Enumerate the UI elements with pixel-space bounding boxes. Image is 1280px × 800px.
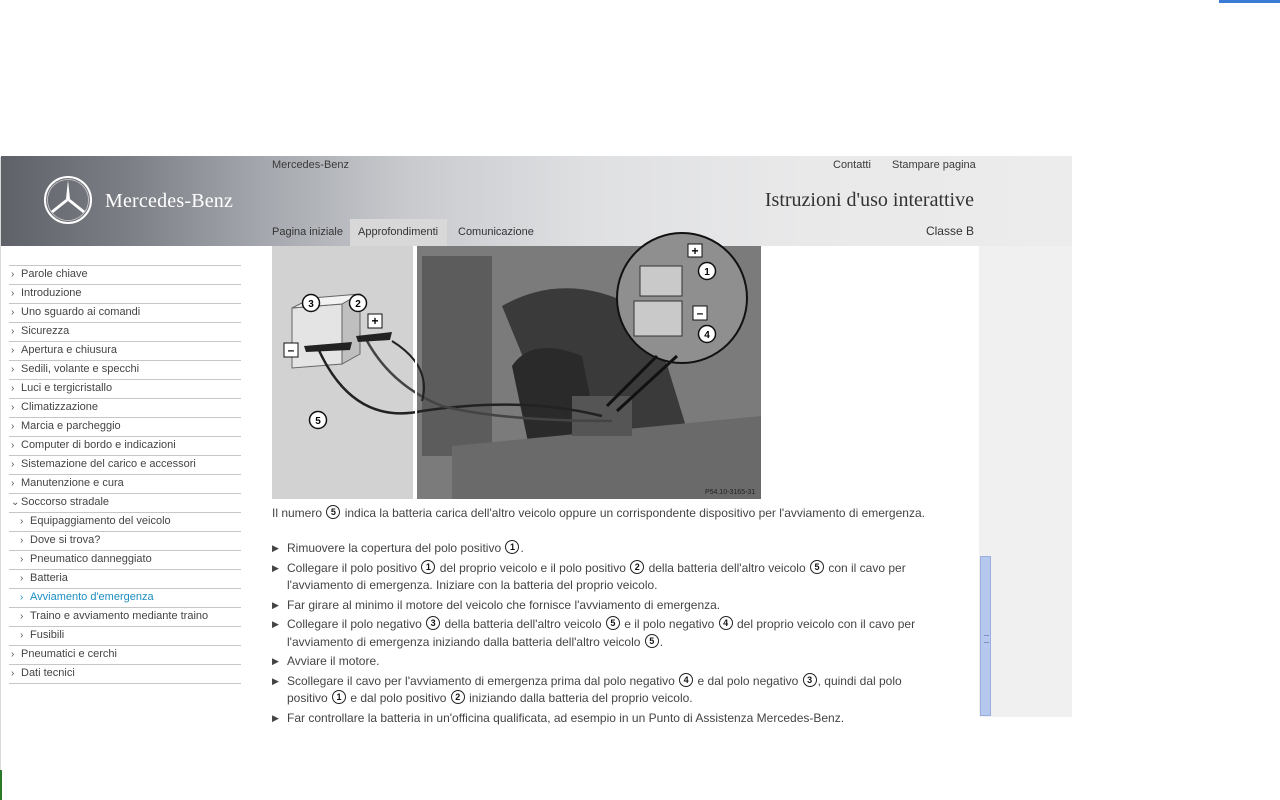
plus-sign-label xyxy=(368,314,382,328)
bullet-triangle-icon: ▶ xyxy=(272,543,279,553)
chevron-right-icon: › xyxy=(11,649,15,660)
callout-number-badge: 4 xyxy=(719,616,733,630)
svg-text:–: – xyxy=(696,306,704,320)
svg-text:3: 3 xyxy=(308,299,314,310)
chevron-right-icon: › xyxy=(11,459,15,470)
sidebar-subitem-pneumatico-danneggiato[interactable]: › Pneumatico danneggiato xyxy=(9,551,241,570)
callout-number-badge: 2 xyxy=(451,690,465,704)
callout-number-badge: 1 xyxy=(332,690,346,704)
minus-sign-label-zoom xyxy=(693,306,707,320)
bullet-triangle-icon: ▶ xyxy=(272,712,279,723)
callout-number-badge: 5 xyxy=(606,616,620,630)
bullet-triangle-icon: ▶ xyxy=(272,619,279,629)
callout-number-badge: 2 xyxy=(630,560,644,574)
callout-number-badge: 1 xyxy=(421,560,435,574)
chevron-right-icon: › xyxy=(11,345,15,356)
svg-text:2: 2 xyxy=(355,299,361,310)
brand-name[interactable]: Mercedes-Benz xyxy=(105,190,234,212)
chevron-right-icon: › xyxy=(11,421,15,432)
chevron-right-icon: › xyxy=(20,554,24,565)
callout-number-badge: 1 xyxy=(505,540,519,554)
mercedes-star-logo-icon[interactable] xyxy=(43,175,93,225)
chevron-right-icon: › xyxy=(20,592,24,603)
bullet-triangle-icon: ▶ xyxy=(272,599,279,610)
chevron-right-icon: › xyxy=(11,440,15,451)
sidebar-subitem-avviamento-emergenza[interactable]: › Avviamento d'emergenza xyxy=(9,589,241,608)
chevron-right-icon: › xyxy=(11,383,15,394)
sidebar-item-dati-tecnici[interactable]: › Dati tecnici xyxy=(9,665,241,684)
callout-4 xyxy=(699,326,716,343)
sidebar xyxy=(1,246,246,717)
sidebar-item-manutenzione-e-cura[interactable]: › Manutenzione e cura xyxy=(9,475,241,494)
content-scrollbar[interactable] xyxy=(979,246,993,717)
sidebar-item-apertura-e-chiusura[interactable]: › Apertura e chiusura xyxy=(9,342,241,361)
svg-text:4: 4 xyxy=(704,330,710,341)
callout-1 xyxy=(699,263,716,280)
callout-number-badge: 4 xyxy=(679,673,693,687)
sidebar-item-climatizzazione[interactable]: › Climatizzazione xyxy=(9,399,241,418)
tab-pagina-iniziale[interactable]: Pagina iniziale xyxy=(272,226,343,238)
header xyxy=(1,156,1072,246)
print-page-link[interactable]: Stampare pagina xyxy=(892,159,976,171)
bullet-triangle-icon: ▶ xyxy=(272,675,279,686)
sidebar-item-pneumatici-e-cerchi[interactable]: › Pneumatici e cerchi xyxy=(9,646,241,665)
svg-text:+: + xyxy=(691,244,699,258)
sidebar-nav xyxy=(9,265,241,684)
plus-sign-label-zoom xyxy=(688,244,702,258)
sidebar-item-sedili-volante-specchi[interactable]: › Sedili, volante e specchi xyxy=(9,361,241,380)
chevron-right-icon: › xyxy=(11,326,15,337)
sidebar-item-introduzione[interactable]: › Introduzione xyxy=(9,285,241,304)
sidebar-item-parole-chiave[interactable]: › Parole chiave xyxy=(9,266,241,285)
chevron-right-icon: › xyxy=(20,573,24,584)
sidebar-item-luci-e-tergicristallo[interactable]: › Luci e tergicristallo xyxy=(9,380,241,399)
instruction-step: ▶ Far controllare la batteria in un'officina qualificata, ad esempio in un Punto di Assistenza Mercedes-Benz. xyxy=(272,710,932,728)
chevron-right-icon: › xyxy=(11,307,15,318)
callout-number-badge: 3 xyxy=(426,616,440,630)
instruction-step: ▶ Rimuovere la copertura del polo positivo 1 . xyxy=(272,540,932,558)
chevron-right-icon: › xyxy=(11,288,15,299)
minus-sign-label xyxy=(284,343,298,357)
chevron-right-icon: › xyxy=(20,630,24,641)
vehicle-class-label: Classe B xyxy=(925,224,974,238)
page-title: Istruzioni d'uso interattive xyxy=(764,189,974,211)
window-edge-mark xyxy=(0,770,2,800)
callout-5 xyxy=(310,412,327,429)
sidebar-item-uno-sguardo-ai-comandi[interactable]: › Uno sguardo ai comandi xyxy=(9,304,241,323)
chevron-right-icon: › xyxy=(11,668,15,679)
svg-text:–: – xyxy=(287,343,295,357)
manual-app xyxy=(1,156,1072,725)
callout-2 xyxy=(350,295,367,312)
callout-number-badge: 5 xyxy=(810,560,824,574)
sidebar-item-sistemazione-del-carico[interactable]: › Sistemazione del carico e accessori xyxy=(9,456,241,475)
instruction-step: ▶ Avviare il motore. xyxy=(272,653,932,671)
scrollbar-thumb[interactable] xyxy=(980,556,991,716)
callout-number-badge: 5 xyxy=(645,634,659,648)
callout-number-badge: 3 xyxy=(803,673,817,687)
chevron-right-icon: › xyxy=(20,611,24,622)
chevron-down-icon: ⌄ xyxy=(11,497,20,508)
sidebar-subitem-dove-si-trova[interactable]: › Dove si trova? xyxy=(9,532,241,551)
breadcrumb[interactable]: Mercedes-Benz xyxy=(272,159,350,171)
instruction-step: ▶ Collegare il polo positivo 1 del proprio veicolo e il polo positivo 2 della batteria dell'altro veicolo 5 con il cavo per l'avviamento di emergenza. Iniziare con la batteria del proprio veicolo. xyxy=(272,560,906,592)
sidebar-subitem-batteria[interactable]: › Batteria xyxy=(9,570,241,589)
chevron-right-icon: › xyxy=(11,478,15,489)
sidebar-item-computer-di-bordo[interactable]: › Computer di bordo e indicazioni xyxy=(9,437,241,456)
chevron-right-icon: › xyxy=(11,269,15,280)
bullet-triangle-icon: ▶ xyxy=(272,656,279,666)
callout-3 xyxy=(303,295,320,312)
sidebar-subitem-equipaggiamento[interactable]: › Equipaggiamento del veicolo xyxy=(9,513,241,532)
chevron-right-icon: › xyxy=(11,402,15,413)
chevron-right-icon: › xyxy=(20,516,24,527)
sidebar-item-soccorso-stradale[interactable]: ⌄ Soccorso stradale xyxy=(9,494,241,513)
chevron-right-icon: › xyxy=(11,364,15,375)
figure-callouts xyxy=(272,246,761,499)
figure-code: P54.10-3165-31 xyxy=(705,489,756,496)
intro-paragraph: Il numero 5 indica la batteria carica dell'altro veicolo oppure un corrispondente dispositivo per l'avviamento di emergenza. xyxy=(272,506,925,520)
tab-approfondimenti[interactable]: Approfondimenti xyxy=(350,219,447,246)
content-area xyxy=(246,244,979,725)
scrollbar-grip-icon xyxy=(984,635,989,643)
contatti-link[interactable]: Contatti xyxy=(833,159,871,171)
svg-text:+: + xyxy=(371,314,379,328)
svg-text:1: 1 xyxy=(704,267,710,278)
instruction-list xyxy=(272,540,932,729)
window-accent-bar xyxy=(1219,0,1280,3)
sidebar-subitem-traino[interactable]: › Traino e avviamento mediante traino xyxy=(9,608,241,627)
bullet-triangle-icon: ▶ xyxy=(272,562,279,573)
instruction-step: ▶ Far girare al minimo il motore del veicolo che fornisce l'avviamento di emergenza. xyxy=(272,597,932,615)
sidebar-item-sicurezza[interactable]: › Sicurezza xyxy=(9,323,241,342)
sidebar-item-marcia-e-parcheggio[interactable]: › Marcia e parcheggio xyxy=(9,418,241,437)
chevron-right-icon: › xyxy=(20,535,24,546)
instruction-step: ▶ Collegare il polo negativo 3 della batteria dell'altro veicolo 5 e il polo negativo 4 del proprio veicolo con il cavo per l'avviamento di emergenza iniziando dalla batteria dell'altro veicolo 5 . xyxy=(272,617,916,649)
callout-number-badge: 5 xyxy=(326,505,340,519)
instruction-step: ▶ Scollegare il cavo per l'avviamento di emergenza prima dal polo negativo 4 e dal polo negativo 3 , quindi dal polo positivo 1 e dal polo positivo 2 iniziando dalla batteria del proprio veicolo. xyxy=(272,673,902,705)
sidebar-subitem-fusibili[interactable]: › Fusibili xyxy=(9,627,241,646)
svg-text:5: 5 xyxy=(315,416,321,427)
tab-comunicazione[interactable]: Comunicazione xyxy=(458,226,534,238)
